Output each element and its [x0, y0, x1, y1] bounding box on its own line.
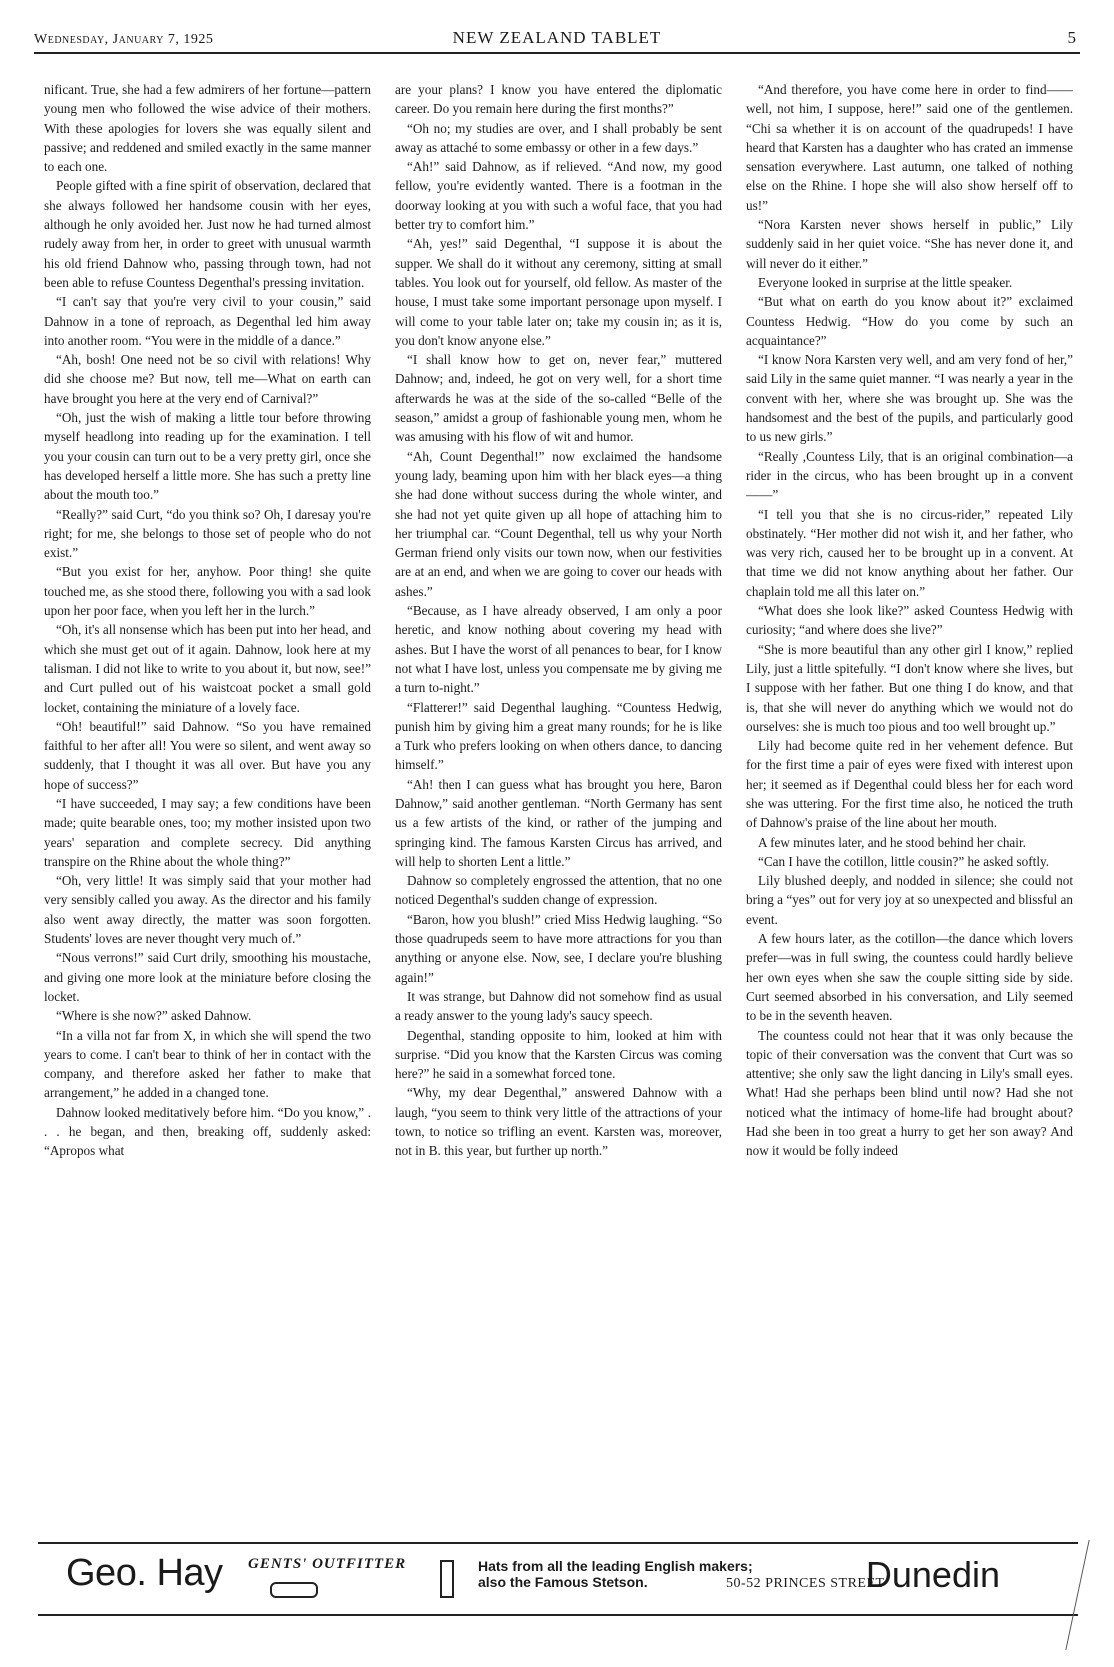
paragraph: “I tell you that she is no circus-rider,” repeated Lily obstinately. “Her mother did not wish it, and her father, who was very rich, caused her to be brought up in a convent. At that time we did not know anything about her father. Our chaplain told me all this later on.” — [746, 506, 1073, 599]
paragraph: Dahnow so completely engrossed the attention, that no one noticed Degenthal's sudden change of expression. — [395, 873, 722, 908]
advertisement-text-line: Hats from all the leading English makers; — [478, 1558, 753, 1574]
paragraph: Dahnow looked meditatively before him. “Do you know,” . . . he began, and then, breaking off, suddenly asked: “Apropos what — [44, 1104, 371, 1159]
paragraph: Everyone looked in surprise at the little speaker. — [758, 274, 1013, 290]
article-columns — [44, 80, 1074, 1520]
advertiser-tagline: GENTS' OUTFITTER — [248, 1556, 407, 1572]
paragraph: “Ah! then I can guess what has brought you here, Baron Dahnow,” said another gentleman. “North Germany has sent us a few artists of the kind, or rather of the jumping and springing kind. The famous Karsten Circus has arrived, and will help to shorten Lent a little.” — [395, 776, 722, 869]
paragraph: “Where is she now?” asked Dahnow. — [56, 1008, 252, 1024]
paragraph: “Ah, Count Degenthal!” now exclaimed the handsome young lady, beaming upon him with her black eyes—a thing she had done without success during the whole winter, and she had not yet quite given up all hope of attaching him to her triumphal car. “Count Degenthal, tell us why your North German friend only visits our town now, when our festivities are at an end, and when we are going to cover our heads with ashes.” — [395, 448, 722, 599]
paragraph: “And therefore, you have come here in order to find—— well, not him, I suppose, here!” said one of the gentlemen. “Chi sa whether it is on account of the quadrupeds! I have heard that Karsten has a daughter who has crated an immense sensation everywhere. Last autumn, one talked of nothing else on the Rhine. I hope she will also show herself off to us!” — [746, 82, 1073, 213]
paragraph: “Ah, yes!” said Degenthal, “I suppose it is about the supper. We shall do it without any ceremony, sitting at small tables. You look out for yourself, old fellow. As master of the house, I must take some important personage upon myself. I will come to your table later on; take my cousin in; as it is, you don't know anyone else.” — [395, 236, 722, 348]
ornament-icon — [270, 1582, 318, 1598]
paragraph: “Oh no; my studies are over, and I shall probably be sent away as attaché to some embassy or other in a few days.” — [395, 120, 722, 155]
paragraph: “I have succeeded, I may say; a few conditions have been made; quite bearable ones, too; my mother insisted upon two years' separation and complete secrecy. Did anything transpire on the Rhine about the whole thing?” — [44, 795, 371, 869]
paragraph: “Can I have the cotillon, little cousin?” he asked softly. — [758, 853, 1050, 869]
paragraph: “Because, as I have already observed, I am only a poor heretic, and know nothing about covering my head with ashes. But I have the worst of all penances to bear, for I know not what I have lost, unless you compensate me by giving me a turn to-night.” — [395, 603, 722, 696]
divider-box-icon — [440, 1560, 454, 1598]
column-1 — [44, 80, 371, 1520]
header-date: Wednesday, January 7, 1925 — [34, 32, 214, 47]
advertiser-address: 50-52 PRINCES STREET — [726, 1576, 885, 1591]
paragraph: A few minutes later, and he stood behind her chair. — [758, 834, 1026, 850]
advertisement-banner — [38, 1542, 1078, 1616]
paragraph: are your plans? I know you have entered the diplomatic career. Do you remain here during the first months?” — [395, 82, 722, 117]
advertiser-city: Dunedin — [865, 1554, 1000, 1595]
paragraph: “Really ,Countess Lily, that is an original combination—a rider in the circus, who has been brought up in a convent——” — [746, 448, 1073, 503]
paragraph: People gifted with a fine spirit of observation, declared that she always followed her handsome cousin with her eyes, although he only avoided her. Just now he had turned almost rudely away from her, in order to greet with unusual warmth his old friend Dahnow who, passing through town, had not been able to refuse Countess Degenthal's pressing invitation. — [44, 178, 371, 290]
paragraph: “Flatterer!” said Degenthal laughing. “Countess Hedwig, punish him by giving him a great many rounds; for he is like a Turk who prefers looking on when others dance, to dancing himself.” — [395, 699, 722, 773]
advertiser-name: Geo. Hay — [66, 1552, 223, 1594]
column-2 — [395, 80, 722, 1520]
paragraph: A few hours later, as the cotillon—the dance which lovers prefer—was in full swing, the countess could hardly believe her own eyes when she saw the couple sitting side by side. Curt seemed absorbed in his conversation, and Lily seemed to be in the seventh heaven. — [746, 931, 1073, 1024]
paragraph: “Ah, bosh! One need not be so civil with relations! Why did she choose me? But now, tell me—What on earth can have brought you here at the very end of Carnival?” — [44, 352, 371, 406]
paragraph: “What does she look like?” asked Countess Hedwig with curiosity; “and where does she live?” — [746, 603, 1073, 638]
paragraph: “Nora Karsten never shows herself in public,” Lily suddenly said in her quiet voice. “She has never done it, and will never do it either.” — [746, 217, 1073, 271]
paragraph: Lily had become quite red in her vehement defence. But for the first time a pair of eyes were fixed with interest upon her; it seemed as if Degenthal could bless her for each word she was uttering. For the first time also, he noticed the truth of Dahnow's praise of the line about her mouth. — [746, 738, 1073, 831]
paragraph: “She is more beautiful than any other girl I know,” replied Lily, just a little spitefully. “I don't know where she lives, but I suppose with her father. But one thing I do know, and that is, that she will never do anything which we would not do ourselves: she is much too pious and too well brought up.” — [746, 641, 1073, 734]
paragraph: “In a villa not far from X, in which she will spend the two years to come. I can't bear to think of her in contact with the company, and therefore asked her father to make that arrangement,” he added in a changed tone. — [44, 1027, 371, 1101]
paragraph: It was strange, but Dahnow did not somehow find as usual a ready answer to the young lady's saucy speech. — [395, 988, 722, 1024]
paragraph: nificant. True, she had a few admirers of her fortune—pattern young men who followed the wise advice of their mothers. With these apologies for lovers she was equally silent and passive; and reddened and smiled exactly in the same manner to each one. — [44, 82, 371, 175]
paragraph: The countess could not hear that it was only because the topic of their conversation was the convent that Curt was so attentive; she only saw the light dancing in Lily's small eyes. What! Had she perhaps been blind until now? Had she not noticed what the intimacy of home-life had brought about? Had she been in too great a hurry to get her son away? And now it would be folly indeed — [746, 1027, 1073, 1159]
paragraph: “I can't say that you're very civil to your cousin,” said Dahnow in a tone of reproach, as Degenthal led him away into another room. “You were in the middle of a dance.” — [44, 294, 371, 348]
paragraph: “Ah!” said Dahnow, as if relieved. “And now, my good fellow, you're evidently wanted. There is a footman in the doorway looking at you with such a woful face, that you had better try to comfort him.” — [395, 159, 722, 233]
paragraph: “Baron, how you blush!” cried Miss Hedwig laughing. “So those quadrupeds seem to have more attractions for you than anything or anyone else. Now, see, I declare you're blushing again!” — [395, 911, 722, 985]
advertisement-text-line: also the Famous Stetson. — [478, 1574, 648, 1590]
paragraph: “Oh, it's all nonsense which has been put into her head, and which she must get out of it again. Dahnow, look here at my talisman. I did not like to write to you about it, but now, see!” and Curt pulled out of his waistcoat pocket a small gold locket, containing the miniature of a lovely face. — [44, 622, 371, 715]
publication-title: NEW ZEALAND TABLET — [452, 28, 662, 47]
paragraph: “Really?” said Curt, “do you think so? Oh, I daresay you're right; for me, she belongs to those set of people who do not exist.” — [44, 506, 371, 561]
paragraph: “I know Nora Karsten very well, and am very fond of her,” said Lily in the same quiet manner. “I was nearly a year in the convent with her, where she was brought up. She was the handsomest and the best of the pupils, and particularly good to us new girls.” — [746, 352, 1073, 445]
page-number: 5 — [1067, 28, 1076, 47]
paragraph: “Why, my dear Degenthal,” answered Dahnow with a laugh, “you seem to think very little of the attractions of your town, to notice so trifling an event. Karsten was, moreover, not in B. this year, but further up north.” — [395, 1085, 722, 1159]
paragraph: “Nous verrons!” said Curt drily, smoothing his moustache, and giving one more look at the miniature before closing the locket. — [44, 950, 371, 1004]
page-header — [34, 22, 1080, 54]
paragraph: “Oh, very little! It was simply said that your mother had very sensibly called you away. As the director and his family also went away directly, the matter was soon forgotten. Students' loves are never thought very much of.” — [44, 873, 371, 947]
paragraph: Degenthal, standing opposite to him, looked at him with surprise. “Did you know that the Karsten Circus was coming here?” he said in a somewhat forced tone. — [395, 1027, 722, 1082]
paragraph: “I shall know how to get on, never fear,” muttered Dahnow; and, indeed, he got on very well, for a short time afterwards he was at the side of the so-called “Belle of the season,” amidst a group of fashionable young men, whom he was amusing with his flow of wit and humor. — [395, 352, 722, 445]
paragraph: “Oh! beautiful!” said Dahnow. “So you have remained faithful to her after all! You were so silent, and went away so suddenly, that I thought it was all over. But have you any hope of success?” — [44, 718, 371, 792]
paragraph: Lily blushed deeply, and nodded in silence; she could not bring a “yes” out for very joy at so unexpected and blissful an event. — [746, 873, 1073, 927]
column-3 — [746, 80, 1073, 1520]
advertisement-text — [478, 1558, 753, 1590]
paragraph: “But what on earth do you know about it?” exclaimed Countess Hedwig. “How do you come by such an acquaintance?” — [746, 294, 1073, 348]
paragraph: “Oh, just the wish of making a little tour before throwing myself headlong into reading up for the examination. I tell you your cousin can turn out to be a very pretty girl, once she has developed herself a little more. She has such a pretty line about the mouth too.” — [44, 410, 371, 503]
paragraph: “But you exist for her, anyhow. Poor thing! she quite touched me, as she stood there, following you with a sad look upon her poor face, when you left her in the lurch.” — [44, 564, 371, 619]
